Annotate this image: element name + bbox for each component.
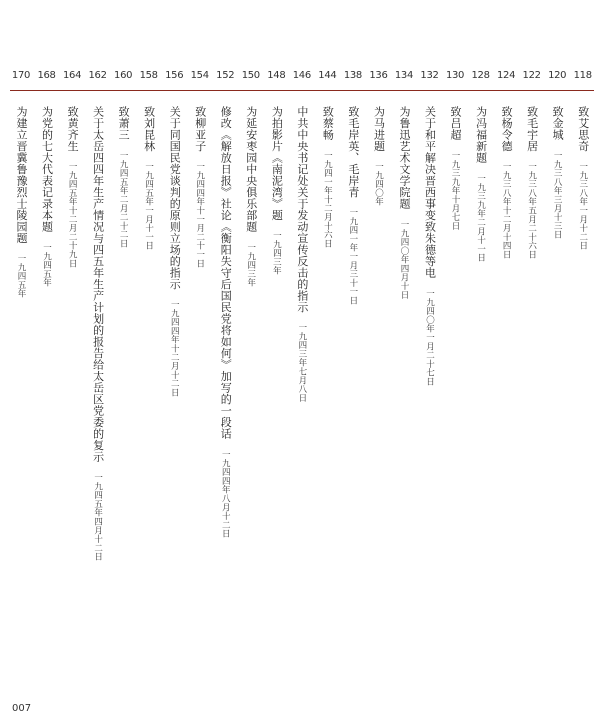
toc-entry-title: 致萧三 bbox=[117, 106, 131, 141]
toc-entry bbox=[163, 70, 185, 630]
toc-entry-title: 致刘昆林 bbox=[142, 106, 156, 152]
toc-entry-text bbox=[13, 106, 29, 298]
toc-page-number: 128 bbox=[471, 70, 490, 81]
toc-entry-text bbox=[192, 106, 208, 268]
toc-entry-date: 一九三八年五月二十六日 bbox=[526, 162, 537, 259]
toc-entry-text bbox=[217, 106, 233, 538]
toc-entry bbox=[444, 70, 466, 630]
toc-entry-title: 为党的七大代表记录本题 bbox=[40, 106, 54, 233]
toc-entry-text bbox=[498, 106, 514, 259]
toc-entry-text bbox=[447, 106, 463, 230]
toc-entry-date: 一九四五年 bbox=[16, 254, 26, 298]
toc-page-number: 118 bbox=[573, 70, 592, 81]
toc-page-number: 150 bbox=[241, 70, 260, 81]
toc-entry-date: 一九四一年一月三十一日 bbox=[347, 208, 358, 305]
toc-page-number: 144 bbox=[318, 70, 337, 81]
toc-entry-title: 为建立晋冀鲁豫烈士陵园题 bbox=[15, 106, 28, 244]
toc-entry-title: 为鲁迅艺术文学院题 bbox=[397, 106, 411, 210]
toc-page-number: 158 bbox=[139, 70, 158, 81]
toc-entry-date: 一九四〇年四月十日 bbox=[398, 219, 409, 299]
toc-entry-date: 一九三八年三月十三日 bbox=[552, 150, 563, 239]
toc-entry-date: 一九四五年 bbox=[41, 242, 52, 287]
toc-page-number: 170 bbox=[11, 70, 31, 81]
toc-entry-text bbox=[39, 106, 55, 287]
toc-page-number: 148 bbox=[267, 70, 286, 81]
toc-entry-text bbox=[549, 106, 565, 239]
toc-page-number: 130 bbox=[445, 70, 465, 81]
toc-page-number: 146 bbox=[292, 70, 311, 81]
toc-entry-text bbox=[268, 106, 284, 275]
toc-entry-title: 致艾思奇 bbox=[576, 106, 590, 152]
toc-entry-text bbox=[294, 106, 310, 402]
page-number: 007 bbox=[12, 703, 32, 714]
toc-entry-date: 一九四四年十一月二十一日 bbox=[194, 162, 205, 268]
toc-entry bbox=[495, 70, 517, 630]
toc-entry bbox=[265, 70, 287, 630]
toc-entry-date: 一九三八年一月十二日 bbox=[577, 162, 588, 250]
toc-entry-title: 致蔡畅 bbox=[321, 106, 335, 141]
toc-entry-title: 致毛岸英、毛岸青 bbox=[346, 106, 360, 198]
toc-entry-date: 一九四五年十二月二十九日 bbox=[67, 162, 78, 268]
toc-page-number: 168 bbox=[37, 70, 56, 81]
toc-entry-text bbox=[166, 106, 182, 397]
table-of-contents bbox=[10, 70, 594, 630]
toc-entry-date: 一九三九年二月十一日 bbox=[475, 173, 486, 262]
toc-entry-text bbox=[473, 106, 489, 262]
toc-entry bbox=[291, 70, 313, 630]
toc-entry-title: 关于和平解决晋西事变致朱德等电 bbox=[423, 106, 437, 279]
toc-entry bbox=[61, 70, 83, 630]
toc-page-number: 122 bbox=[522, 70, 541, 81]
toc-entry-title: 致黄齐生 bbox=[66, 106, 80, 152]
toc-entry-date: 一九四五年二月二十二日 bbox=[118, 150, 129, 248]
toc-entry bbox=[572, 70, 594, 630]
toc-entry bbox=[546, 70, 568, 630]
toc-entry-date: 一九四〇年一月二十七日 bbox=[424, 288, 435, 386]
toc-entry bbox=[419, 70, 441, 630]
toc-page-number: 138 bbox=[343, 70, 362, 81]
toc-entry bbox=[214, 70, 236, 630]
toc-entry-text bbox=[115, 106, 131, 247]
toc-page-number: 154 bbox=[190, 70, 209, 81]
toc-page-number: 152 bbox=[216, 70, 235, 81]
toc-entry bbox=[36, 70, 58, 630]
toc-entry-text bbox=[64, 106, 80, 268]
toc-page-number: 162 bbox=[88, 70, 107, 81]
toc-page-number: 160 bbox=[114, 70, 133, 81]
toc-entry-title: 为马进题 bbox=[372, 106, 386, 152]
toc-entry-title: 致吕超 bbox=[449, 106, 463, 141]
toc-entry-title: 致毛宇居 bbox=[525, 106, 539, 152]
toc-entry-text bbox=[524, 106, 540, 259]
toc-entry bbox=[10, 70, 32, 630]
toc-entry-title: 中共中央书记处关于发动宣传反击的指示 bbox=[295, 106, 309, 313]
toc-entry bbox=[87, 70, 109, 630]
toc-entry-date: 一九三九年十月七日 bbox=[450, 150, 461, 230]
toc-entry-text bbox=[90, 106, 106, 561]
toc-entry bbox=[189, 70, 211, 630]
toc-entry-text bbox=[370, 106, 386, 206]
toc-page-number: 156 bbox=[165, 70, 184, 81]
toc-page-number: 120 bbox=[548, 70, 567, 81]
toc-entry-title: 修改《解放日报》社论《衡阳失守后国民党将如何》加写的一段话 bbox=[219, 106, 233, 440]
toc-entry-text bbox=[422, 106, 438, 385]
toc-entry bbox=[367, 70, 389, 630]
toc-entry-title: 致金城 bbox=[551, 106, 565, 141]
toc-entry bbox=[342, 70, 364, 630]
toc-entry-text bbox=[243, 106, 259, 287]
toc-page-number: 134 bbox=[394, 70, 414, 81]
toc-entry-text bbox=[396, 106, 412, 299]
toc-entry-date: 一九四一年十二月十六日 bbox=[322, 150, 333, 248]
toc-entry-text bbox=[319, 106, 335, 247]
toc-entry-date: 一九三八年十二月十四日 bbox=[501, 162, 512, 259]
toc-entry-date: 一九四五年四月十二日 bbox=[92, 472, 103, 561]
toc-page-number: 136 bbox=[369, 70, 388, 81]
toc-entry-title: 关于太岳四四年生产情况与四五年生产计划的报告给太岳区党委的复示 bbox=[91, 106, 105, 463]
toc-entry-title: 为冯福新题 bbox=[474, 106, 488, 164]
toc-entry bbox=[112, 70, 134, 630]
toc-page-number: 124 bbox=[497, 70, 516, 81]
toc-entry-title: 为延安枣园中央俱乐部题 bbox=[244, 106, 258, 233]
toc-entry-title: 为拍影片《南泥湾》题 bbox=[270, 106, 284, 221]
toc-entry-title: 致柳亚子 bbox=[193, 106, 207, 152]
toc-entry bbox=[138, 70, 160, 630]
toc-entry-date: 一九四三年 bbox=[245, 242, 256, 287]
toc-entry-text bbox=[345, 106, 361, 305]
toc-entry-title: 关于同国民党谈判的原则立场的指示 bbox=[168, 106, 182, 290]
toc-page-number: 132 bbox=[420, 70, 439, 81]
toc-entry-text bbox=[141, 106, 157, 250]
toc-page-number: 164 bbox=[62, 70, 82, 81]
toc-entry bbox=[470, 70, 492, 630]
toc-entry bbox=[240, 70, 262, 630]
toc-entry-text bbox=[575, 106, 591, 250]
toc-entry-date: 一九四三年七月八日 bbox=[296, 323, 307, 403]
toc-entry-date: 一九四五年一月十一日 bbox=[143, 162, 154, 250]
toc-entry-date: 一九四〇年 bbox=[373, 162, 384, 206]
toc-entry-date: 一九四四年八月十二日 bbox=[220, 449, 231, 538]
toc-entry bbox=[393, 70, 415, 630]
header-rule bbox=[10, 90, 594, 91]
toc-entry-title: 致杨令德 bbox=[500, 106, 514, 152]
toc-entry-date: 一九四四年十二月十二日 bbox=[169, 300, 180, 397]
toc-entry-date: 一九四三年 bbox=[271, 231, 282, 275]
toc-entry bbox=[521, 70, 543, 630]
toc-entry bbox=[316, 70, 338, 630]
